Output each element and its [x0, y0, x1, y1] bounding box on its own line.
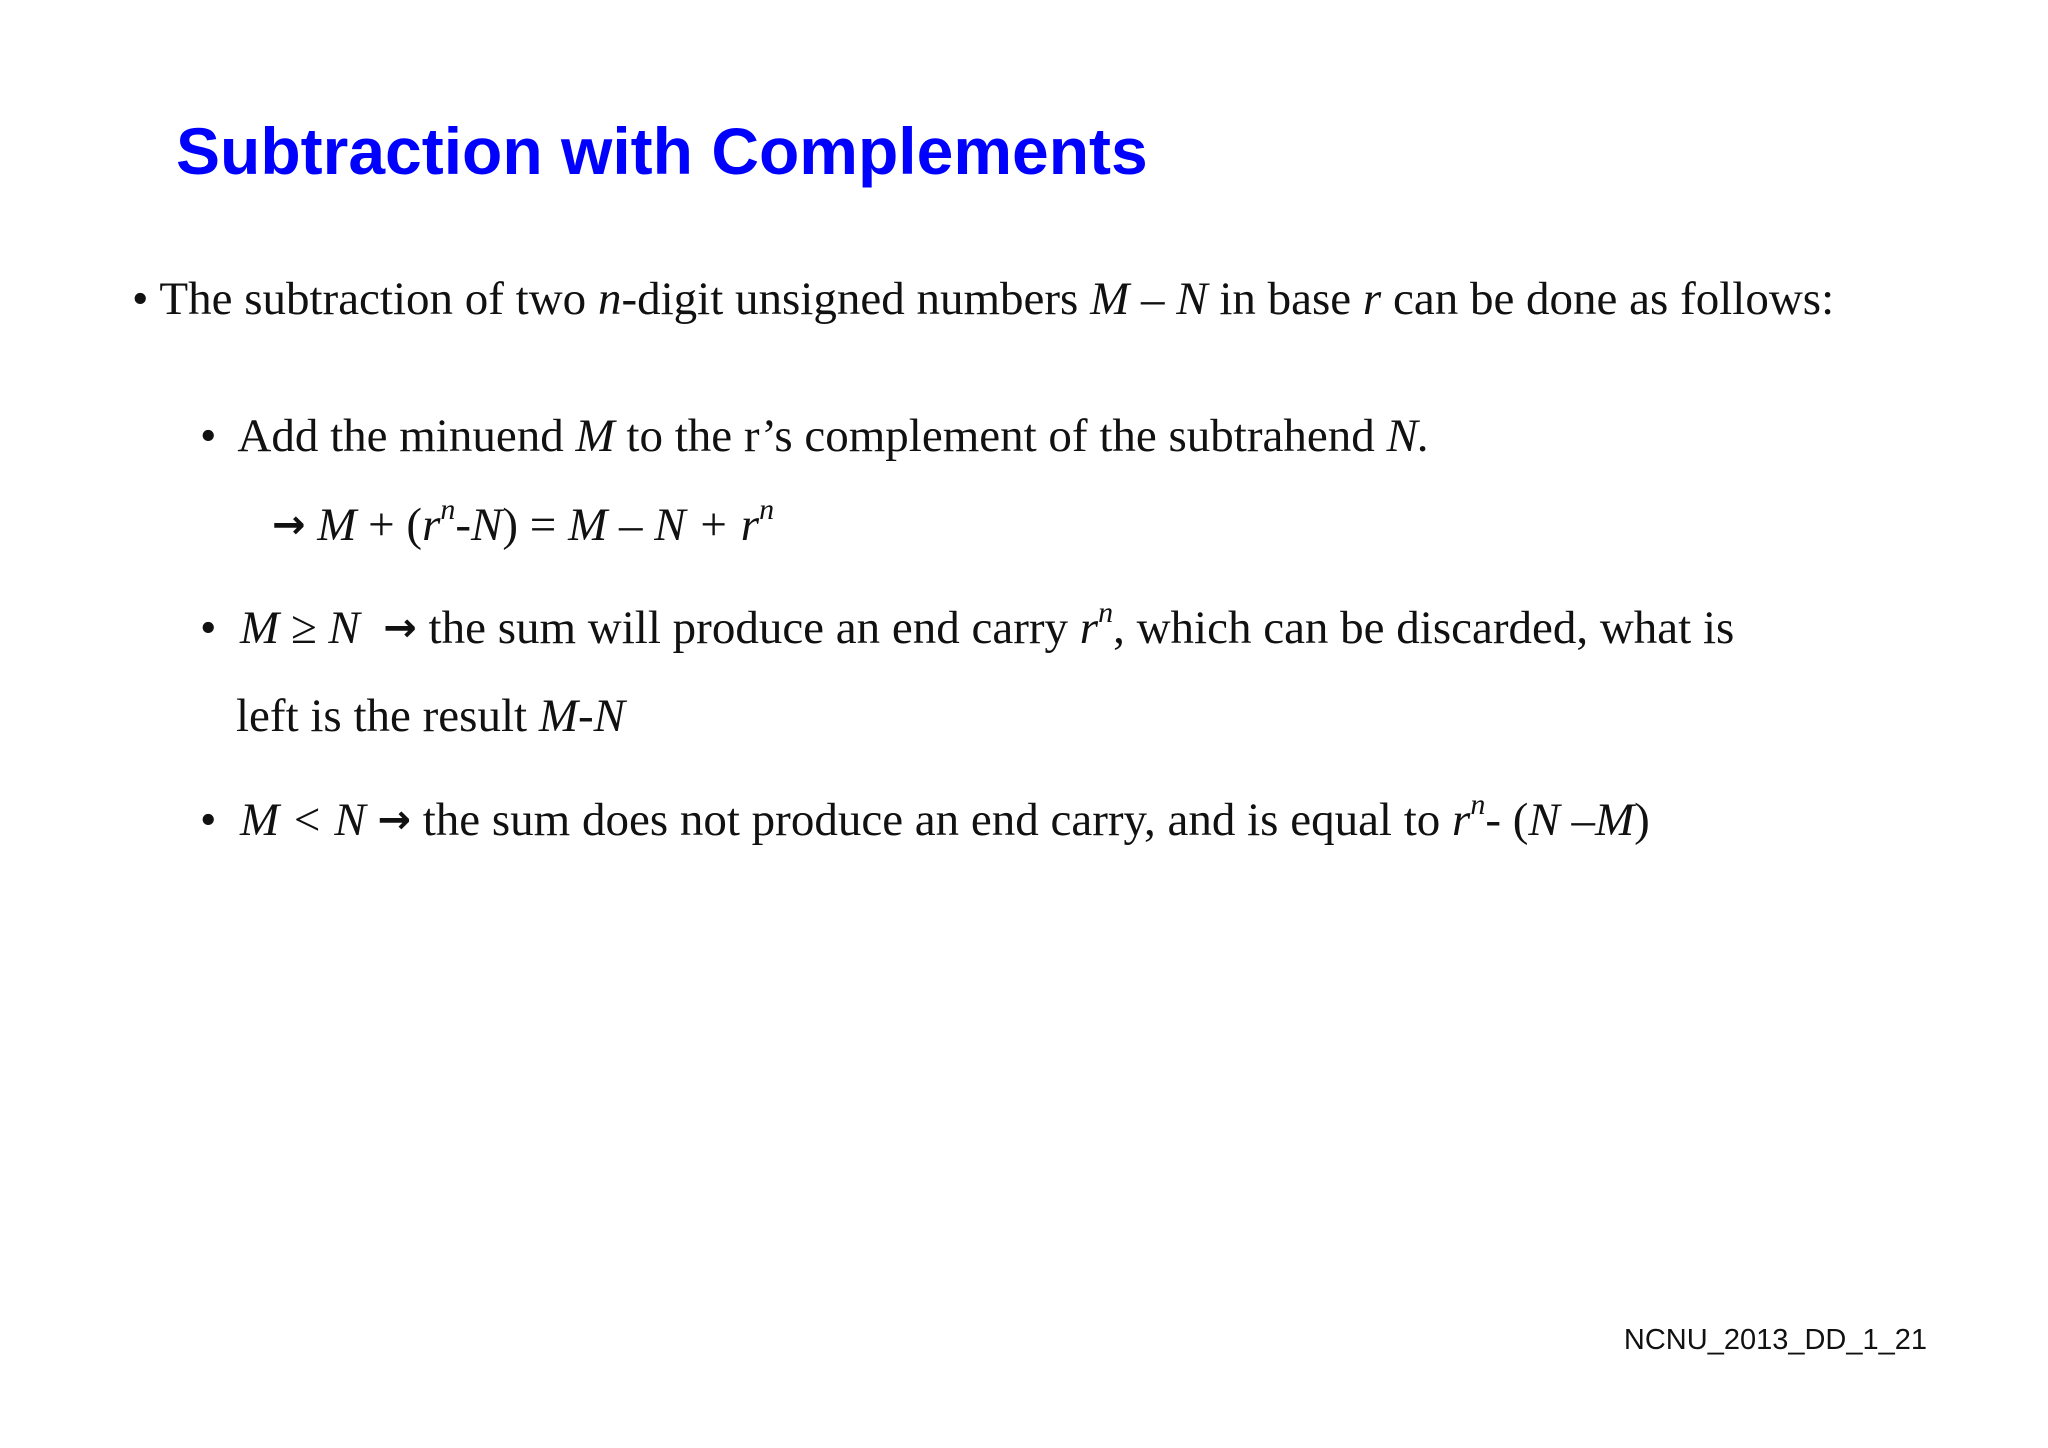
formula-plus-open: + ( [356, 499, 423, 551]
item2-r: r [1079, 602, 1099, 654]
item2-sup-n: n [1098, 596, 1114, 630]
bullet-marker: • [200, 794, 217, 846]
item1-bullet [200, 410, 1430, 462]
slide-title: Subtraction with Complements [176, 114, 1148, 188]
item2-bullet [200, 596, 1735, 654]
right-arrow-icon: → [383, 605, 417, 651]
bullet-marker: • [200, 410, 217, 462]
formula-close-eq: ) = [502, 499, 569, 551]
item1-n: N. [1386, 410, 1430, 462]
intro-text-3: in base [1207, 273, 1363, 325]
bullet-marker: • [132, 273, 149, 325]
right-arrow-icon: → [272, 502, 306, 548]
intro-m-minus-n: M – N [1090, 273, 1208, 325]
slide-footer-id: NCNU_2013_DD_1_21 [1623, 1324, 1927, 1356]
formula-rhs: M – N + r [568, 499, 760, 551]
item3-text-3: ) [1634, 794, 1650, 846]
formula-r: r [422, 499, 441, 551]
right-arrow-icon: → [377, 797, 411, 843]
intro-n: n [597, 273, 622, 325]
bullet-marker: • [200, 602, 217, 654]
intro-r: r [1362, 273, 1382, 325]
item2-text-2: , which can be discarded, what is [1113, 602, 1735, 654]
formula-sup-n: n [440, 493, 456, 527]
item3-text-2: - ( [1485, 794, 1529, 846]
intro-text-2: -digit unsigned numbers [621, 273, 1091, 325]
item3-bullet [200, 788, 1650, 846]
intro-text-1: The subtraction of two [159, 273, 598, 325]
item3-r: r [1452, 794, 1471, 846]
item3-text-1: the sum does not produce an end carry, and is equal to [410, 794, 1453, 846]
item3-expr: N –M [1528, 794, 1635, 846]
formula-m: M [317, 499, 357, 551]
formula-sup-n-2: n [759, 493, 775, 527]
item1-text-1: Add the minuend [237, 410, 576, 462]
item2-cont-expr: M-N [538, 690, 625, 742]
item2-text-1: the sum will produce an end carry [416, 602, 1080, 654]
formula-dash-n: -N [455, 499, 503, 551]
intro-text-4: can be done as follows: [1381, 273, 1835, 325]
item1-text-2: to the r’s complement of the subtrahend [614, 410, 1387, 462]
item2-cont-text: left is the result [236, 690, 539, 742]
item2-condition: M ≥ N [239, 602, 360, 654]
item1-formula [272, 493, 775, 551]
item2-continuation [236, 690, 625, 742]
item1-m: M [575, 410, 615, 462]
intro-bullet [132, 273, 1835, 325]
item3-condition: M < N [239, 794, 366, 846]
item3-sup-n: n [1470, 788, 1486, 822]
